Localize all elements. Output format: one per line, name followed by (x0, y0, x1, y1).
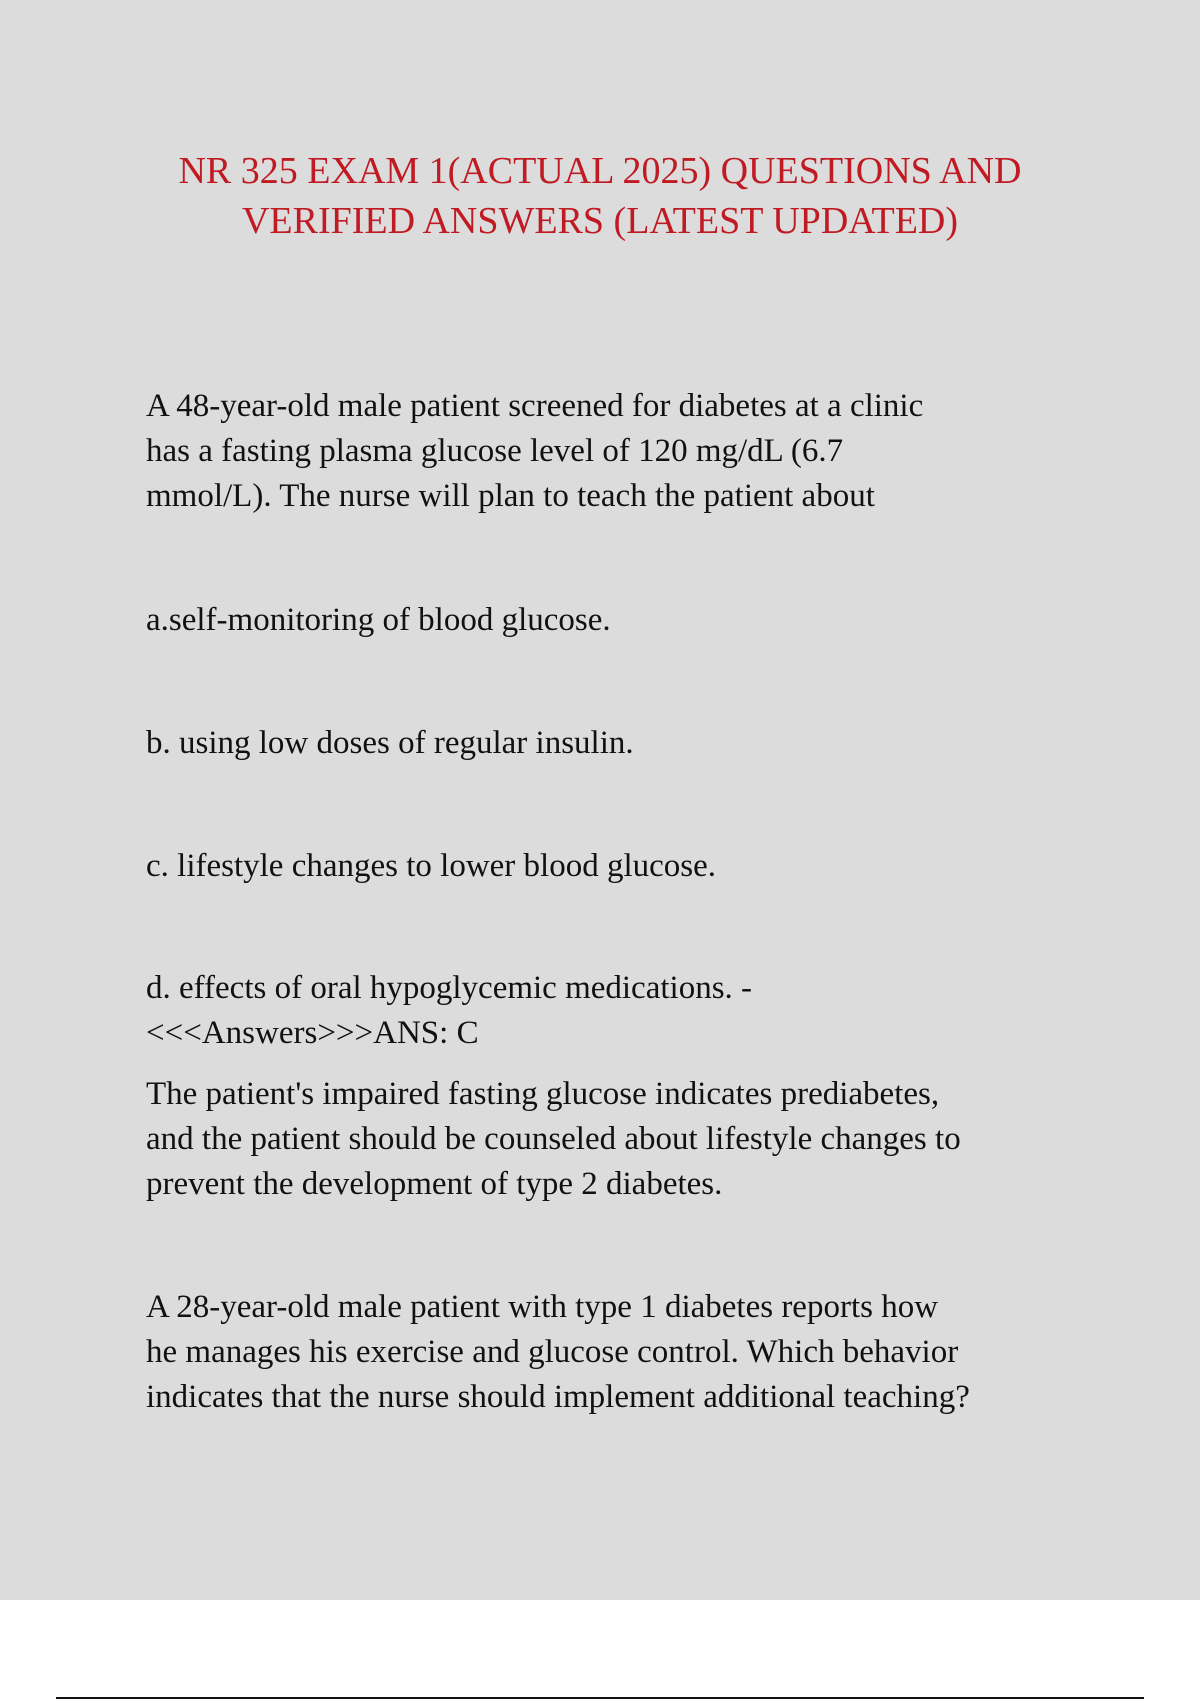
text-line: c. lifestyle changes to lower blood glucose. (146, 848, 717, 884)
document-title (120, 146, 1080, 246)
text-line: d. effects of oral hypoglycemic medications. - (146, 970, 753, 1006)
answer-line: <<<Answers>>>ANS: C (146, 1015, 479, 1051)
text-line: A 28-year-old male patient with type 1 diabetes reports how (146, 1289, 939, 1325)
question-2-stem (146, 1285, 1076, 1420)
title-line: VERIFIED ANSWERS (LATEST UPDATED) (241, 200, 959, 242)
question-1-stem (146, 384, 1076, 519)
text-line: prevent the development of type 2 diabetes. (146, 1166, 723, 1202)
title-line: NR 325 EXAM 1(ACTUAL 2025) QUESTIONS AND (178, 150, 1022, 192)
text-line: and the patient should be counseled about lifestyle changes to (146, 1121, 961, 1157)
text-line: The patient's impaired fasting glucose indicates prediabetes, (146, 1076, 940, 1112)
text-line: A 48-year-old male patient screened for diabetes at a clinic (146, 388, 924, 424)
text-line: has a fasting plasma glucose level of 120 mg/dL (6.7 (146, 433, 844, 469)
footer-divider (56, 1697, 1144, 1699)
question-1-option-c (146, 844, 1076, 889)
question-1-option-b (146, 721, 1076, 766)
text-line: he manages his exercise and glucose control. Which behavior (146, 1334, 959, 1370)
question-1-option-d (146, 966, 1076, 1056)
text-line: indicates that the nurse should implement additional teaching? (146, 1379, 970, 1415)
question-1-option-a (146, 598, 1076, 643)
question-1-rationale (146, 1072, 1076, 1207)
text-line: mmol/L). The nurse will plan to teach the patient about (146, 478, 875, 514)
text-line: a.self-monitoring of blood glucose. (146, 602, 611, 638)
text-line: b. using low doses of regular insulin. (146, 725, 634, 761)
